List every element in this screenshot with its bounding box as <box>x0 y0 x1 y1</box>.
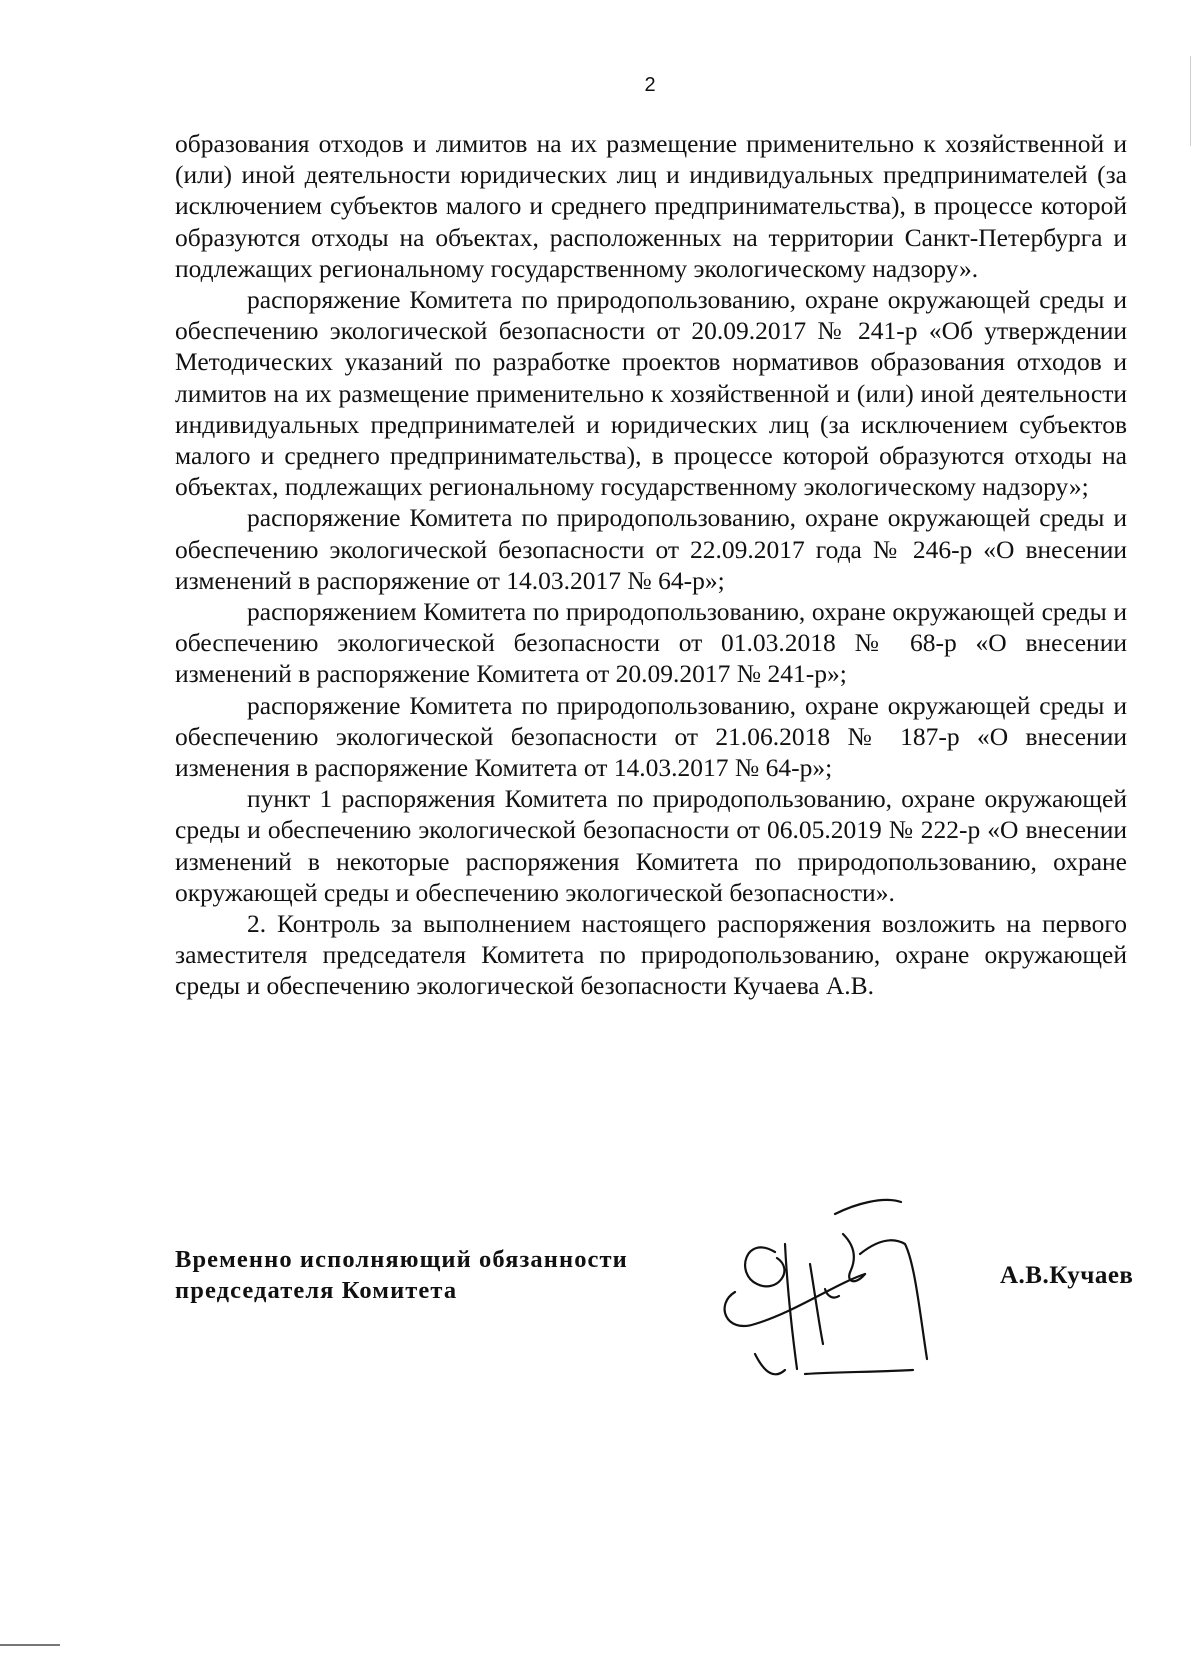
handwritten-signature <box>715 1174 935 1384</box>
signatory-name: А.В.Кучаев <box>1000 1262 1134 1289</box>
scan-bottom-mark <box>0 1644 60 1649</box>
signatory-title-line2: председателя Комитета <box>175 1277 458 1304</box>
scan-edge-mark <box>1190 56 1194 146</box>
paragraph-order-68: распоряжением Комитета по природопользованию, охране окружающей среды и обеспечению экологической безопасности от 01.03.2018 № 68-р «О внесении изменений в распоряжение Комитета от 20.09.2017 № 241-р»; <box>175 597 1127 689</box>
signature-block <box>175 1244 1175 1384</box>
paragraph-control-clause: 2. Контроль за выполнением настоящего распоряжения возложить на первого заместителя председателя Комитета по природопользованию, охране окружающей среды и обеспечению экологической безопасности Кучаева А.В. <box>175 909 1127 1001</box>
paragraph-order-246: распоряжение Комитета по природопользованию, охране окружающей среды и обеспечению экологической безопасности от 22.09.2017 года № 246-р «О внесении изменений в распоряжение от 14.03.2017 № 64-р»; <box>175 503 1127 595</box>
signatory-title <box>175 1244 695 1306</box>
paragraph-order-187: распоряжение Комитета по природопользованию, охране окружающей среды и обеспечению экологической безопасности от 21.06.2018 № 187-р «О внесении изменения в распоряжение Комитета от 14.03.2017 № 64-р»; <box>175 690 1127 783</box>
paragraph-order-222: пункт 1 распоряжения Комитета по природопользованию, охране окружающей среды и обеспечению экологической безопасности от 06.05.2019 № 222-р «О внесении изменений в некоторые распоряжения Комитета по природопользованию, охране окружающей среды и обеспечению экологической безопасности». <box>175 784 1127 907</box>
signatory-title-line1: Временно исполняющий обязанности <box>175 1246 628 1273</box>
page-number: 2 <box>644 74 656 96</box>
document-body <box>175 128 1127 1002</box>
paragraph-continuation: образования отходов и лимитов на их размещение применительно к хозяйственной и (или) иной деятельности юридических лиц и индивидуальных предпринимателей (за исключением субъектов малого и среднего предпринимательства), в процессе которой образуются отходы на объектах, расположенных на территории Санкт-Петербурга и подлежащих региональному государственному экологическому надзору». <box>175 129 1127 283</box>
paragraph-order-241: распоряжение Комитета по природопользованию, охране окружающей среды и обеспечению экологической безопасности от 20.09.2017 № 241-р «Об утверждении Методических указаний по разработке проектов нормативов образования отходов и лимитов на их размещение применительно к хозяйственной и (или) иной деятельности индивидуальных предпринимателей и юридических лиц (за исключением субъектов малого и среднего предпринимательства), в процессе которой образуются отходы на объектах, подлежащих региональному государственному экологическому надзору»; <box>175 285 1127 502</box>
